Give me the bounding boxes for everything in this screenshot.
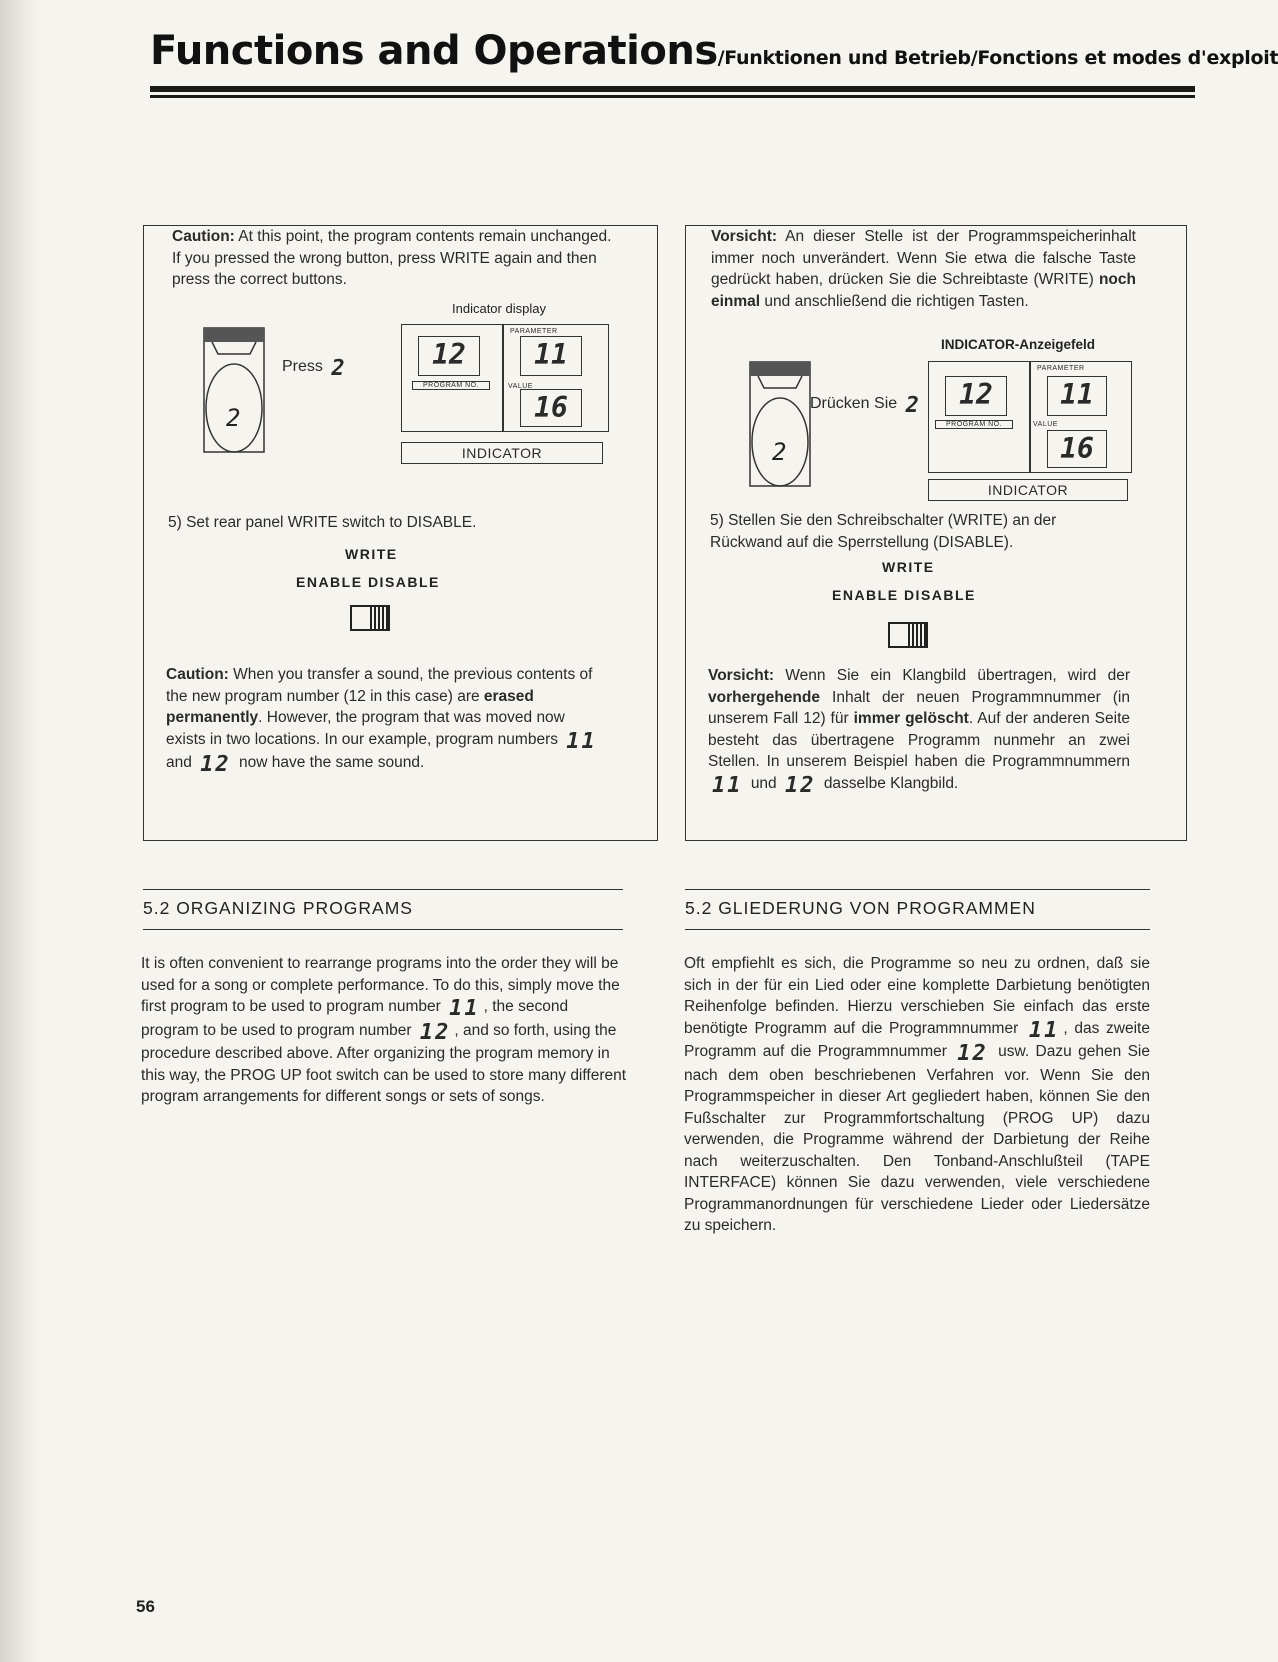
program-button-2-icon	[198, 326, 274, 456]
program-number-11: 11	[566, 728, 597, 754]
write-label-en: WRITE	[345, 546, 398, 562]
indicator-footer-de: INDICATOR	[928, 479, 1128, 501]
write-label-de: WRITE	[882, 559, 935, 575]
vorsicht-2-bold-2: immer gelöscht	[853, 710, 969, 727]
press-label: Press	[282, 358, 323, 375]
vorsicht-2-text-c: . Auf der anderen Seite besteht das übertragene Programm nunmehr an zwei Stellen. In unserem Beispiel haben die Programmnummern	[708, 710, 1130, 770]
vorsicht-2-label: Vorsicht:	[708, 667, 775, 684]
section-en-p2: , the second program to be used to program number	[141, 998, 569, 1039]
program-no-label: PROGRAM NO.	[412, 381, 490, 390]
header-title-main: Functions and Operations	[150, 28, 718, 74]
page-header-title	[150, 28, 1278, 74]
german-caution-2	[708, 665, 1130, 796]
press-instruction-de	[810, 393, 925, 417]
section-rule-bottom-en	[143, 929, 623, 930]
section-title-de: 5.2 GLIEDERUNG VON PROGRAMMEN	[685, 898, 1036, 918]
program-number-readout-de: 12	[945, 376, 1007, 416]
german-step-5	[710, 510, 1130, 553]
caution-2-label: Caution:	[166, 666, 229, 683]
druecken-label: Drücken Sie	[810, 395, 898, 412]
vorsicht-bold: noch einmal	[711, 271, 1136, 310]
section-de-number-12: 12	[957, 1041, 988, 1066]
caution-label: Caution:	[172, 228, 235, 245]
english-caution-1	[172, 226, 612, 291]
section-rule-top-en	[143, 889, 623, 890]
section-title-en: 5.2 ORGANIZING PROGRAMS	[143, 898, 413, 918]
parameter-label: PARAMETER	[510, 328, 558, 335]
caution-2-text-c: now have the same sound.	[239, 754, 425, 771]
german-caution-1	[711, 226, 1136, 312]
caution-2-text-b: . However, the program that was moved now exists in two locations. In our example, program numbers	[166, 709, 565, 748]
vorsicht-2-und: und	[750, 774, 777, 792]
program-no-label-de: PROGRAM NO.	[935, 420, 1013, 429]
section-de-p1: Oft empfiehlt es sich, die Programme so neu zu ordnen, daß sie sich in der für ein Lied oder eine komplette Darbietung benötigten Reihenfolge befinden. Hierzu verschieben Sie einfach das erste benötigte Programm auf die Programmnummer	[684, 955, 1150, 1037]
vorsicht-2-text-d: dasselbe Klangbild.	[823, 774, 959, 792]
parameter-readout-de: 11	[1047, 376, 1107, 416]
section-en-p1: It is often convenient to rearrange programs into the order they will be used for a song or complete performance. To do this, simply move the first program to be used to program number	[141, 955, 620, 1015]
section-en-number-12: 12	[419, 1019, 451, 1045]
section-de-p3: usw. Dazu gehen Sie nach dem oben beschriebenen Verfahren vor. Wenn Sie den Programmspeicher in dieser Art gegliedert haben, können Sie den Fußschalter zur Programmfortschaltung (PROG UP) dazu verwenden, die Programme während der Darbietung der Reihe nach weiterzuschalten. Den Tonband-Anschlußteil (TAPE INTERFACE) können Sie dazu verwenden, viele verschiedene Programmanordnungen für verschiedene Lieder oder Liedersätze zu speichern.	[684, 1043, 1150, 1234]
section-body-de	[684, 953, 1150, 1237]
vorsicht-text-b: und anschließend die richtigen Tasten.	[760, 292, 1029, 310]
header-rule-thick	[150, 86, 1195, 92]
value-readout: 16	[520, 389, 582, 427]
programmnummer-12: 12	[785, 772, 816, 798]
header-rule-thin	[150, 95, 1195, 98]
vorsicht-text-a: An dieser Stelle ist der Programmspeicherinhalt immer noch unverändert. Wenn Sie etwa die falsche Taste gedrückt haben, drücken Sie die Schreibtaste (WRITE)	[711, 228, 1136, 288]
program-button-2-icon-de	[744, 360, 820, 490]
section-en-number-11: 11	[449, 996, 480, 1021]
programmnummer-11: 11	[712, 772, 743, 798]
caution-text: At this point, the program contents remain unchanged. If you pressed the wrong button, press WRITE again and then press the correct buttons.	[172, 228, 612, 288]
section-rule-top-de	[685, 889, 1150, 890]
section-body-en	[141, 953, 627, 1108]
indicator-display-en	[401, 324, 609, 432]
vorsicht-2-text-a: Wenn Sie ein Klangbild übertragen, wird der	[774, 667, 1130, 684]
vorsicht-2-bold-1: vorhergehende	[708, 688, 820, 706]
section-de-p2: , das zweite Programm auf die Programmnummer	[684, 1019, 1150, 1060]
write-switch-icon-de	[888, 622, 928, 648]
header-title-sub: /Funktionen und Betrieb/Fonctions et modes d'exploit	[717, 47, 1278, 69]
vorsicht-2-text-b: Inhalt der neuen Programmnummer (in unserem Fall 12) für	[708, 688, 1130, 727]
indicator-footer-en: INDICATOR	[401, 442, 603, 464]
write-switch-icon-en	[350, 605, 390, 631]
english-step-5: 5) Set rear panel WRITE switch to DISABLE.	[168, 514, 477, 531]
press-instruction-en	[282, 356, 351, 380]
enable-disable-label-de: ENABLE DISABLE	[832, 587, 976, 603]
svg-text:2: 2	[772, 438, 787, 466]
enable-disable-label-en: ENABLE DISABLE	[296, 574, 440, 590]
caution-2-text-a: When you transfer a sound, the previous contents of the new program number (12 in this case) are	[166, 666, 593, 705]
press-digit: 2	[331, 356, 347, 381]
druecken-digit: 2	[905, 393, 921, 418]
caution-2-and: and	[166, 754, 192, 771]
english-caution-2	[166, 664, 604, 776]
section-en-p3: , and so forth, using the procedure described above. After organizing the program memory in this way, the PROG UP foot switch can be used to store many different program arrangements for different songs or sets of songs.	[141, 1021, 627, 1105]
value-label: VALUE	[508, 383, 533, 390]
vorsicht-label: Vorsicht:	[711, 228, 778, 245]
indicator-caption-en: Indicator display	[452, 301, 546, 316]
german-step-5-text: 5) Stellen Sie den Schreibschalter (WRITE) an der Rückwand auf die Sperrstellung (DISABLE).	[710, 512, 1057, 551]
page-number: 56	[136, 1597, 155, 1616]
program-number-readout: 12	[418, 336, 480, 376]
section-rule-bottom-de	[685, 929, 1150, 930]
parameter-label-de: PARAMETER	[1037, 365, 1085, 372]
section-de-number-11: 11	[1028, 1017, 1060, 1043]
value-readout-de: 16	[1047, 430, 1107, 468]
page-spine-shadow	[0, 0, 38, 1662]
indicator-caption-de: INDICATOR-Anzeigefeld	[941, 337, 1096, 352]
value-label-de: VALUE	[1033, 421, 1058, 428]
parameter-readout: 11	[520, 336, 582, 376]
caution-2-bold: erased permanently	[166, 687, 534, 726]
program-number-12: 12	[200, 752, 231, 777]
indicator-display-de	[928, 361, 1132, 473]
svg-text:2: 2	[226, 404, 241, 432]
